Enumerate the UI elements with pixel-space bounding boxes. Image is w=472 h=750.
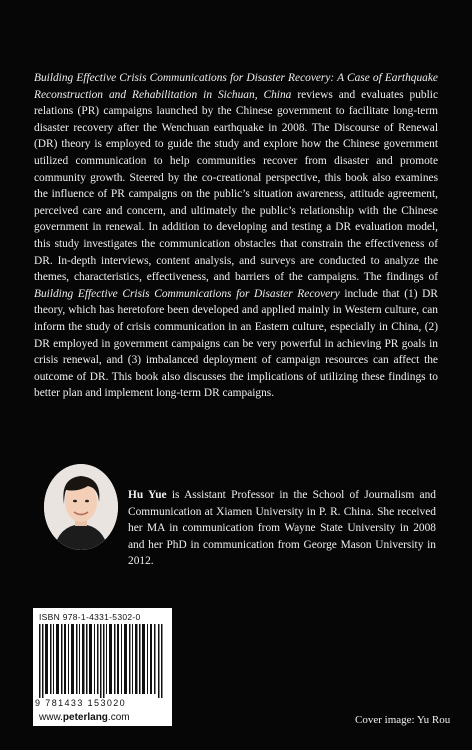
barcode-bars (39, 624, 167, 698)
url-suffix: .com (107, 712, 130, 723)
back-cover-blurb (34, 70, 438, 402)
book-title-italic-short: Building Effective Crisis Communications for Disaster Recovery (34, 287, 340, 300)
url-brand: peterlang (62, 712, 108, 723)
isbn-label: ISBN 978-1-4331-5302-0 (39, 612, 141, 622)
url-prefix: www. (39, 712, 63, 723)
blurb-text-part-2: include that (1) DR theory, which has heretofore been developed and applied mainly in Western culture, can inform the study of crisis communication in an Eastern culture, especially in China, (2) DR employed in government campaigns can be very powerful in achieving PR goals in crisis renewal, and (3) imbalanced deployment of campaign resources can affect the outcome of DR. This book also discusses the implications of utilizing these findings to better plan and implement long-term DR campaigns. (34, 287, 438, 400)
author-name: Hu Yue (128, 489, 167, 501)
author-portrait-icon (44, 464, 118, 550)
cover-image-credit: Cover image: Yu Rou (355, 714, 451, 726)
author-bio-text: is Assistant Professor in the School of Journalism and Communication at Xiamen University in P. R. China. She received her MA in communication from Wayne State University in 2008 and her PhD in communication from George Mason University in 2012. (128, 489, 436, 568)
isbn-barcode (33, 608, 172, 726)
publisher-url[interactable] (39, 712, 130, 723)
author-photo (44, 464, 118, 550)
author-bio (128, 487, 436, 570)
book-title-italic: Building Effective Crisis Communications for Disaster Recovery: A Case of Earthquake Reconstruction and Rehabilitation in Sichuan, China (34, 72, 438, 101)
blurb-text-part-1: reviews and evaluates public relations (PR) campaigns launched by the Chinese government to facilitate long-term disaster recovery after the Wenchuan earthquake in 2008. The Discourse of Renewal (DR) theory is employed to guide the study and explore how the Chinese government utilized communication to help communities recover from disaster and promote community growth. Steered by the co-creational perspective, this book also examines the influence of PR campaigns on the public’s situation awareness, attitude agreement, perceived care and concern, and ultimately the public’s relationship with the Chinese government in renewal. In addition to developing and testing a DR evaluation model, this study investigates the communication obstacles that constrain the effectiveness of DR. In-depth interviews, content analysis, and surveys are conducted to analyze the themes, characteristics, effectiveness, and barriers of the campaigns. The findings of (34, 88, 439, 284)
barcode-digits: 9 781433 153020 (35, 698, 127, 708)
